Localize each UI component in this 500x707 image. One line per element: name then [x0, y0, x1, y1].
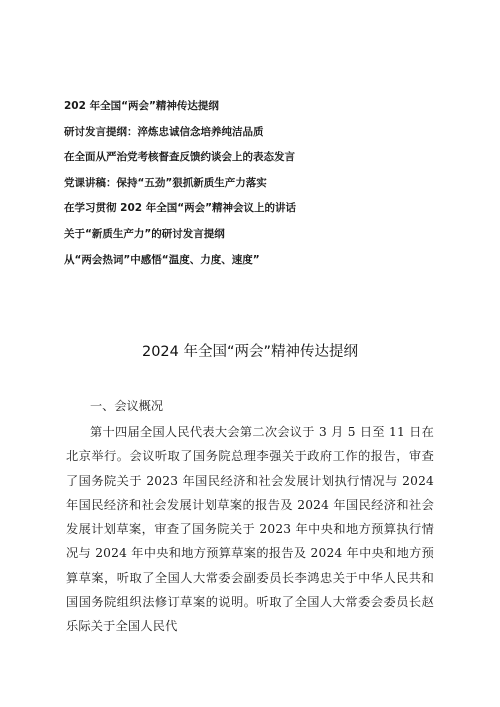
- section-heading: 一、会议概况: [90, 399, 164, 413]
- toc-item: 在学习贯彻 202 年全国“两会”精神会议上的讲话: [64, 202, 297, 215]
- toc-item: 202 年全国“两会”精神传达提纲: [64, 100, 219, 112]
- toc-item: 研讨发言提纲：淬炼忠诚信念培养纯洁品质: [64, 125, 264, 138]
- document-title: 2024 年全国“两会”精神传达提纲: [141, 344, 359, 360]
- body-paragraph: 第十四届全国人民代表大会第二次会议于 3 月 5 日至 11 日在北京举行。会议听取了国务院总理李强关于政府工作的报告，审查了国务院关于 2023 年国民经济和社会发展计划执行情况与 2024 年国民经济和社会发展计划草案的报告及 2024 年国民经济和社会发展计划草案，审查了国务院关于 2023 年中央和地方预算执行情况与 2024 年中央和地方预算草案的报告及 2024 年中央和地方预算草案，听取了全国人大常委会副委员长李鸿忠关于中华人民共和国国务院组织法修订草案的说明。听取了全国人大常委会委员长赵乐际关于全国人民代: [66, 425, 434, 634]
- toc-item: 关于“新质生产力”的研讨发言提纲: [64, 227, 225, 240]
- toc-list: [64, 96, 444, 275]
- toc-item: 党课讲稿：保持“五劲”狠抓新质生产力落实: [64, 176, 267, 189]
- toc-item: 从“两会热词”中感悟“温度、力度、速度”: [64, 253, 260, 266]
- toc-item: 在全面从严治党考核督查反馈约谈会上的表态发言: [64, 151, 295, 164]
- document-body: [66, 394, 434, 639]
